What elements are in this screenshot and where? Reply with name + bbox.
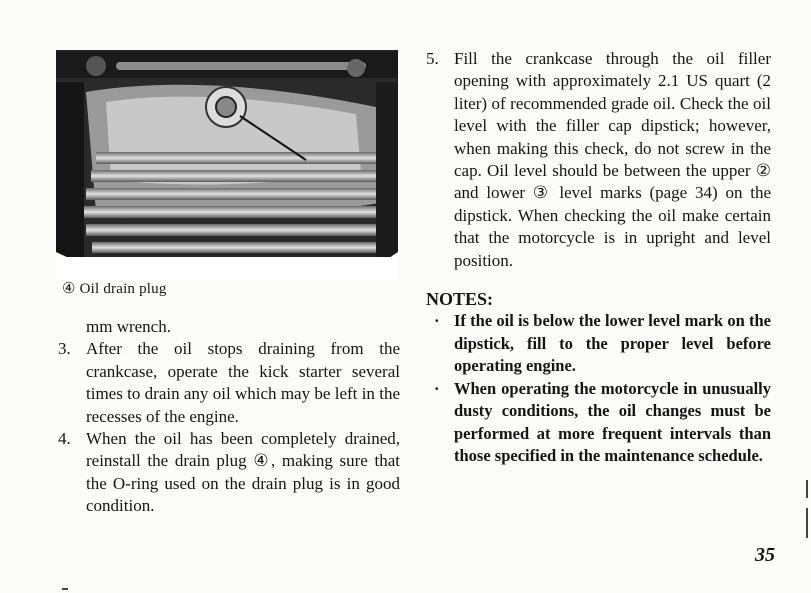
bullet-icon: · [434, 311, 440, 331]
note-item [426, 310, 771, 377]
margin-mark [806, 480, 808, 498]
step-text: Fill the crankcase through the oil filler opening with approximately 2.1 US quart (2 liter) of recommended grade oil. Check the oil level with the filler cap dipstick; however, when making this check, do not screw in the cap. Oil level should be between the upper ② and lower ③ level marks (page 34) on the dipstick. When checking the oil make certain that the motorcycle is in upright and level position. [454, 49, 771, 270]
note-text: When operating the motorcycle in unusually dusty conditions, the oil changes must be performed at more frequent intervals than those specified in the maintenance schedule. [454, 378, 771, 465]
figure-caption: ④ Oil drain plug [62, 281, 167, 297]
step-text: When the oil has been completely drained, reinstall the drain plug ④, making sure that the O-ring used on the drain plug is in good condition. [86, 429, 400, 516]
bullet-icon: · [434, 378, 440, 398]
step-number: 4. [58, 429, 71, 449]
notes-heading: NOTES: [426, 289, 494, 310]
step-4 [58, 428, 400, 518]
left-column [58, 316, 400, 518]
note-text: If the oil is below the lower level mark on the dipstick, fill to the proper level before operating engine. [454, 311, 771, 376]
page-number: 35 [755, 544, 775, 566]
step-number: 5. [426, 49, 439, 68]
continued-text: mm wrench. [86, 317, 171, 336]
note-item [426, 378, 771, 468]
step-3 [58, 338, 400, 428]
margin-mark [806, 508, 808, 538]
engine-photo-image [56, 52, 398, 280]
right-column [426, 48, 771, 467]
step-5 [426, 48, 771, 272]
margin-mark [62, 588, 68, 590]
engine-photo [56, 50, 398, 280]
step-number: 3. [58, 339, 71, 359]
step-text: After the oil stops draining from the crankcase, operate the kick starter several times to drain any oil which may be left in the recesses of the engine. [86, 339, 400, 426]
